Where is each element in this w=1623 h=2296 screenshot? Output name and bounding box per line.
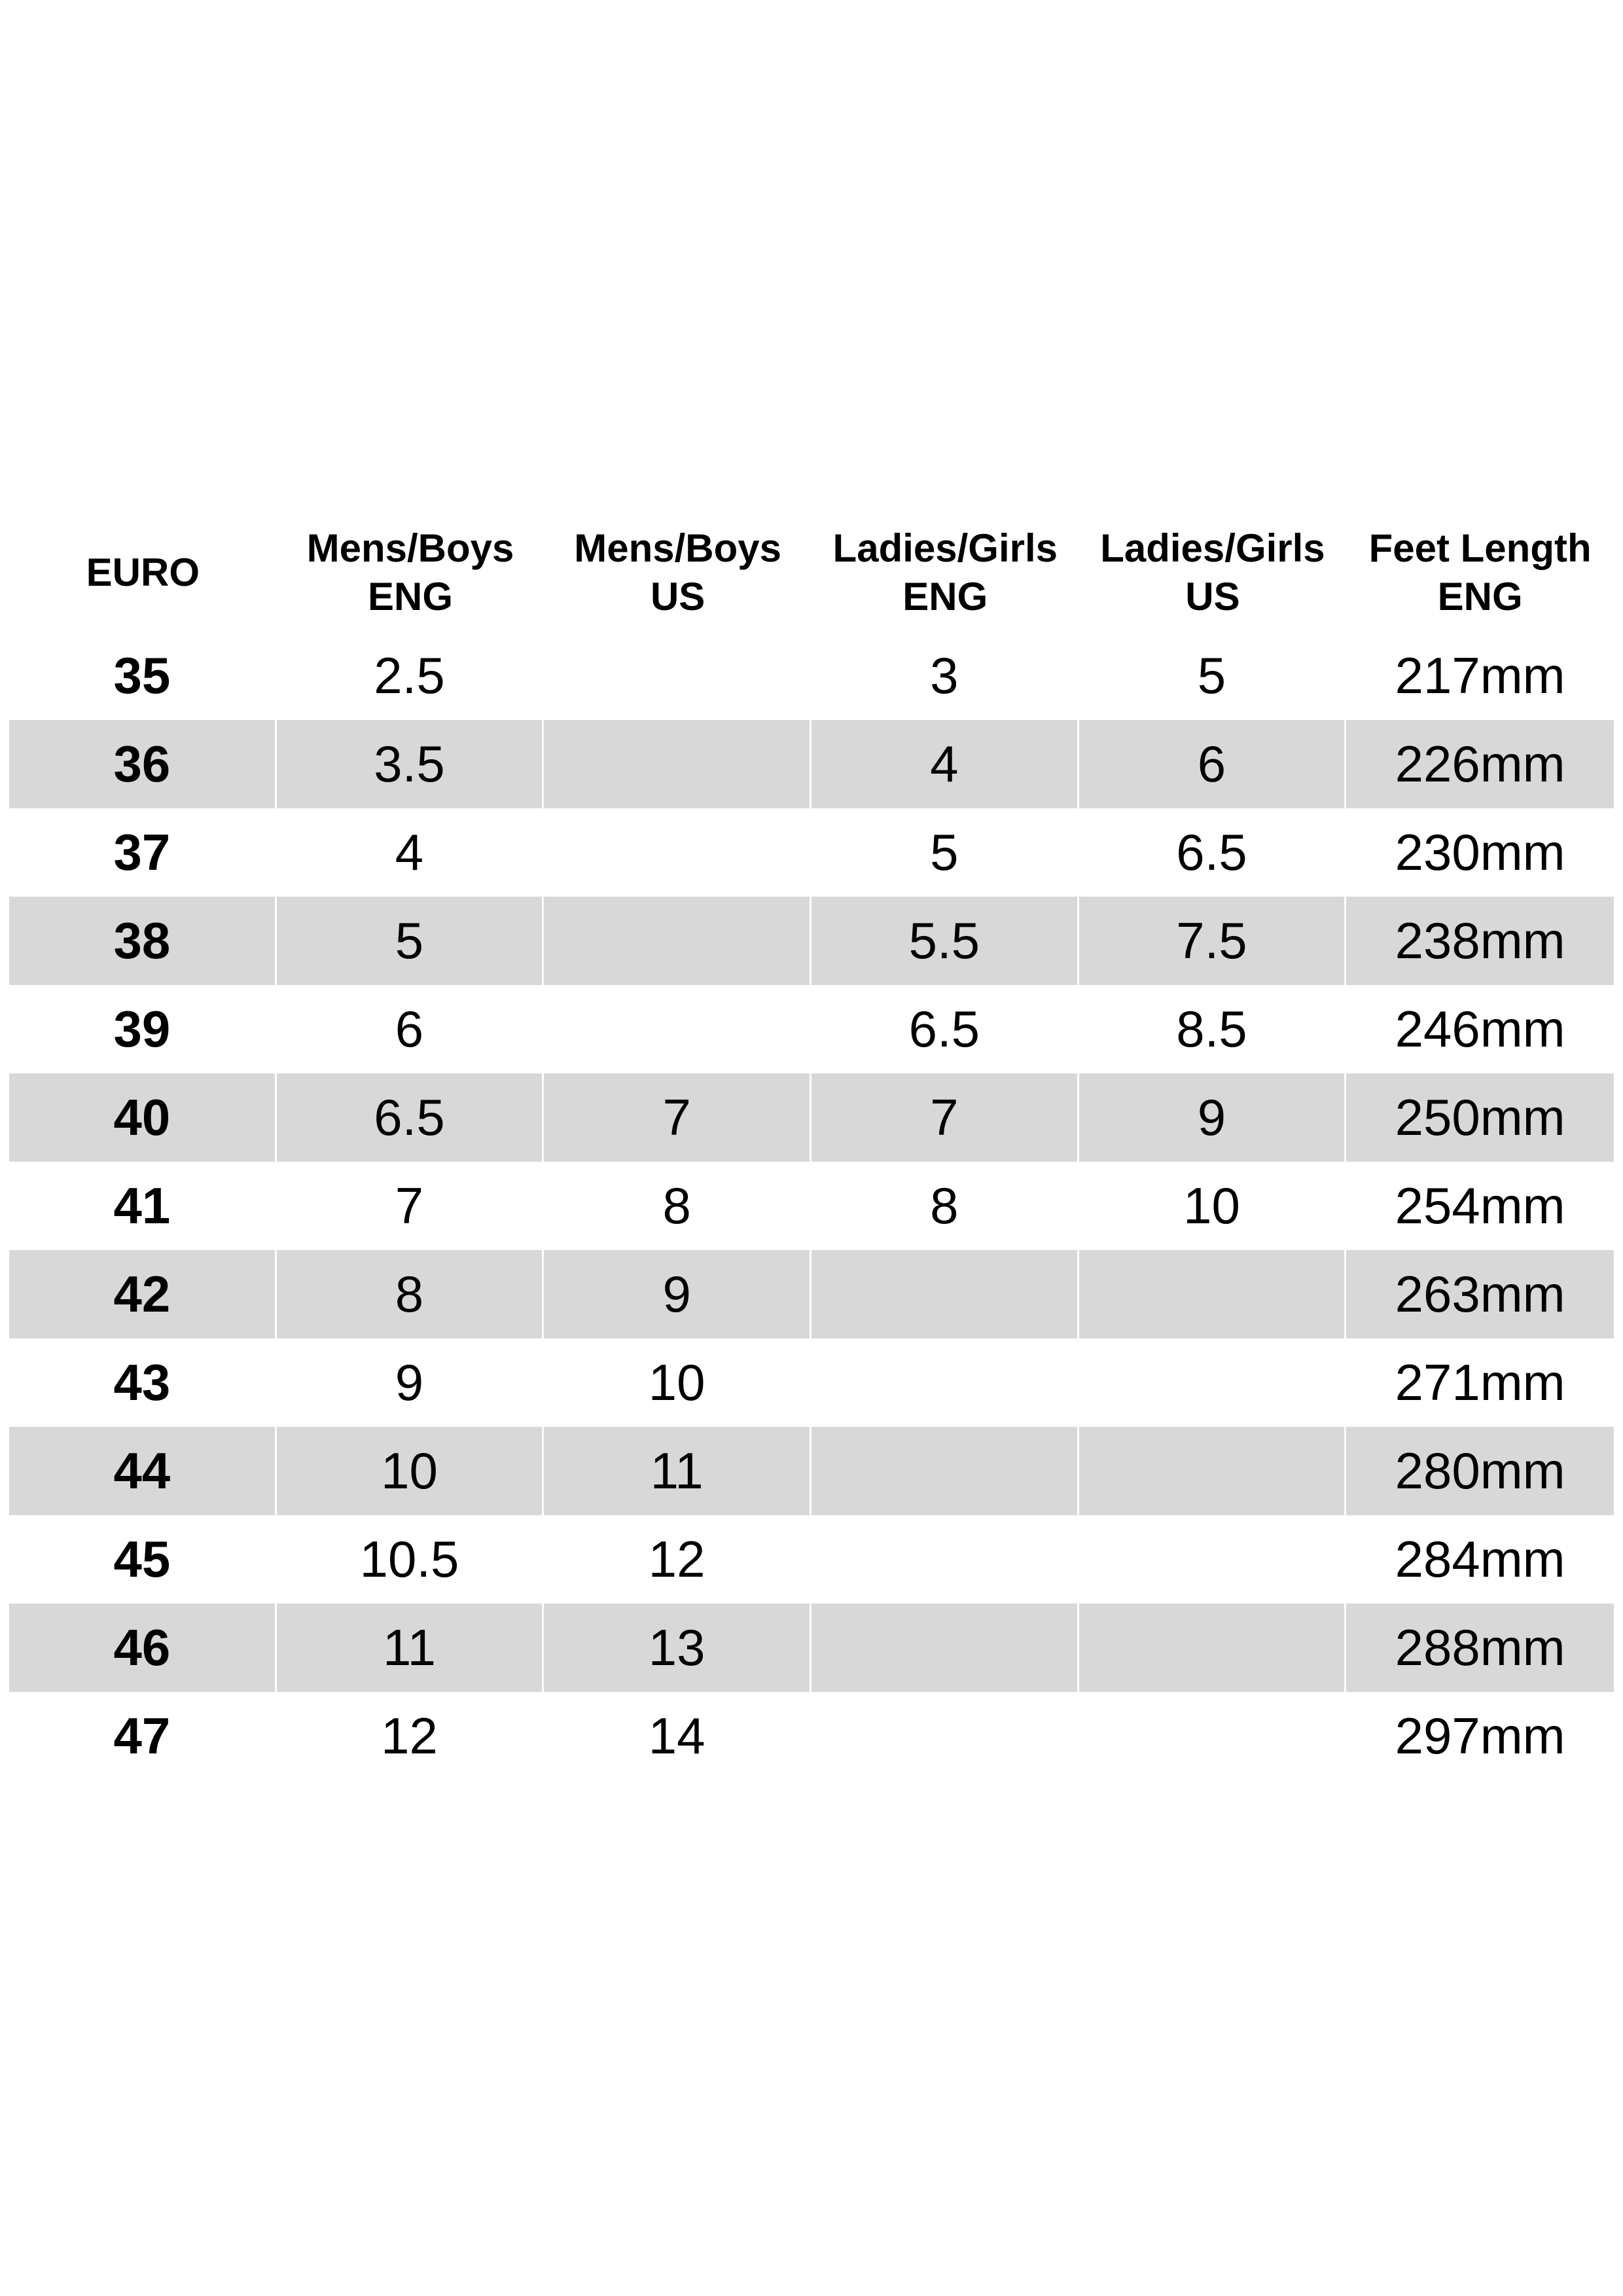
cell-mens-us: 7 [544, 1073, 812, 1162]
cell-mens-eng: 3.5 [277, 720, 544, 808]
cell-euro: 35 [9, 632, 277, 720]
cell-ladies-eng [812, 1250, 1079, 1338]
cell-euro: 44 [9, 1427, 277, 1515]
cell-ladies-us: 8.5 [1079, 985, 1347, 1073]
cell-euro: 41 [9, 1162, 277, 1250]
cell-euro: 37 [9, 808, 277, 897]
cell-euro: 46 [9, 1604, 277, 1692]
cell-feet-length: 271mm [1395, 1354, 1565, 1411]
table-body [9, 632, 1614, 1780]
cell-mens-eng: 11 [277, 1604, 544, 1692]
header-mens-eng-line1: Mens/Boys [306, 526, 514, 570]
cell-mens-us: 13 [544, 1604, 812, 1692]
cell-mens-us [544, 808, 812, 897]
table-row [9, 1692, 1614, 1780]
cell-ladies-us: 9 [1079, 1073, 1347, 1162]
header-ladies-us [1079, 524, 1347, 621]
cell-feet-length: 284mm [1395, 1530, 1565, 1588]
header-mens-us-line2: US [650, 575, 705, 619]
cell-ladies-us: 7.5 [1079, 897, 1347, 985]
cell-euro: 47 [9, 1692, 277, 1780]
header-euro [9, 548, 277, 597]
cell-ladies-us [1079, 1515, 1347, 1604]
table-row [9, 808, 1614, 897]
table-row [9, 1515, 1614, 1604]
cell-feet-length: 250mm [1346, 1073, 1614, 1162]
cell-mens-eng: 12 [277, 1692, 544, 1780]
cell-ladies-eng: 6.5 [812, 985, 1079, 1073]
header-mens-us-line1: Mens/Boys [574, 526, 782, 570]
cell-ladies-eng: 7 [812, 1073, 1079, 1162]
cell-mens-eng: 4 [277, 808, 544, 897]
header-feet-length-line2: ENG [1437, 575, 1523, 619]
cell-ladies-eng [812, 1427, 1079, 1515]
cell-euro: 42 [9, 1250, 277, 1338]
cell-euro: 38 [9, 897, 277, 985]
cell-ladies-eng [812, 1692, 1079, 1780]
cell-mens-eng: 5 [277, 897, 544, 985]
table-row [9, 1073, 1614, 1162]
cell-ladies-us [1079, 1338, 1347, 1427]
cell-feet-length: 263mm [1346, 1250, 1614, 1338]
table-row [9, 1604, 1614, 1692]
cell-mens-us [544, 985, 812, 1073]
header-ladies-us-line1: Ladies/Girls [1100, 526, 1325, 570]
cell-ladies-eng: 5.5 [812, 897, 1079, 985]
cell-ladies-us [1079, 1604, 1347, 1692]
header-mens-eng-line2: ENG [367, 575, 453, 619]
table-row [9, 1250, 1614, 1338]
cell-mens-eng: 6 [277, 985, 544, 1073]
cell-ladies-eng [812, 1338, 1079, 1427]
table-row [9, 1427, 1614, 1515]
cell-euro: 45 [9, 1515, 277, 1604]
cell-feet-length: 230mm [1395, 823, 1565, 881]
cell-feet-length: 297mm [1395, 1707, 1565, 1765]
cell-mens-eng: 2.5 [277, 632, 544, 720]
cell-mens-us: 8 [544, 1162, 812, 1250]
cell-feet-length: 288mm [1346, 1604, 1614, 1692]
header-row [9, 514, 1614, 632]
header-ladies-eng [812, 524, 1079, 621]
cell-ladies-us: 10 [1079, 1162, 1347, 1250]
table-row [9, 1162, 1614, 1250]
cell-ladies-us [1079, 1250, 1347, 1338]
cell-mens-eng: 10.5 [277, 1515, 544, 1604]
cell-ladies-eng: 5 [812, 808, 1079, 897]
cell-ladies-us: 6.5 [1079, 808, 1347, 897]
cell-mens-us: 12 [544, 1515, 812, 1604]
table-row [9, 720, 1614, 808]
cell-euro: 39 [9, 985, 277, 1073]
cell-ladies-us: 6 [1079, 720, 1347, 808]
cell-mens-us [544, 720, 812, 808]
cell-mens-eng: 10 [277, 1427, 544, 1515]
table-row [9, 632, 1614, 720]
cell-euro: 43 [9, 1338, 277, 1427]
header-feet-length [1346, 524, 1614, 621]
cell-feet-length: 226mm [1346, 720, 1614, 808]
header-ladies-eng-line1: Ladies/Girls [832, 526, 1058, 570]
cell-mens-us [544, 632, 812, 720]
cell-ladies-eng [812, 1515, 1079, 1604]
cell-mens-us: 14 [544, 1692, 812, 1780]
cell-euro: 36 [9, 720, 277, 808]
header-mens-us [544, 524, 812, 621]
header-euro-label: EURO [86, 550, 200, 594]
cell-feet-length: 238mm [1346, 897, 1614, 985]
header-mens-eng [277, 524, 544, 621]
cell-mens-eng: 6.5 [277, 1073, 544, 1162]
cell-feet-length: 254mm [1395, 1177, 1565, 1234]
cell-ladies-eng: 4 [812, 720, 1079, 808]
cell-feet-length: 217mm [1395, 647, 1565, 704]
cell-mens-us [544, 897, 812, 985]
cell-ladies-us: 5 [1079, 632, 1347, 720]
cell-mens-us: 10 [544, 1338, 812, 1427]
cell-ladies-us [1079, 1692, 1347, 1780]
cell-ladies-eng: 8 [812, 1162, 1079, 1250]
cell-mens-eng: 7 [277, 1162, 544, 1250]
cell-ladies-us [1079, 1427, 1347, 1515]
table-row [9, 897, 1614, 985]
header-ladies-us-line2: US [1185, 575, 1240, 619]
cell-mens-us: 9 [544, 1250, 812, 1338]
cell-feet-length: 246mm [1395, 1000, 1565, 1058]
cell-mens-eng: 9 [277, 1338, 544, 1427]
cell-ladies-eng [812, 1604, 1079, 1692]
cell-euro: 40 [9, 1073, 277, 1162]
cell-ladies-eng: 3 [812, 632, 1079, 720]
header-feet-length-line1: Feet Length [1368, 526, 1592, 570]
cell-mens-us: 11 [544, 1427, 812, 1515]
size-chart-table [9, 514, 1614, 1780]
table-row [9, 1338, 1614, 1427]
cell-feet-length: 280mm [1346, 1427, 1614, 1515]
header-ladies-eng-line2: ENG [902, 575, 988, 619]
cell-mens-eng: 8 [277, 1250, 544, 1338]
table-row [9, 985, 1614, 1073]
